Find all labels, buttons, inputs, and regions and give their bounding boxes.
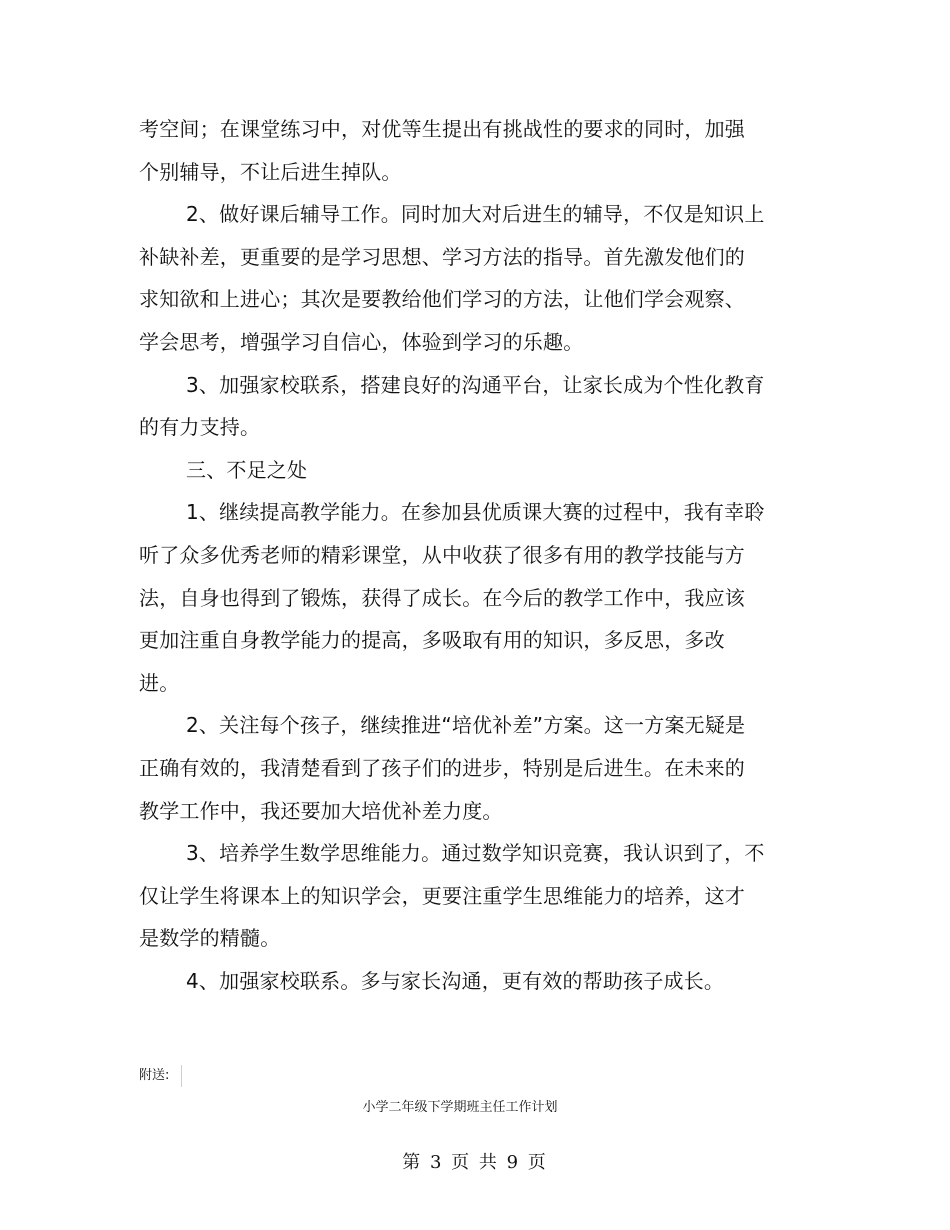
text-line: 更加注重自身教学能力的提高，多吸取有用的知识，多反思，多改 — [139, 628, 725, 653]
text-line: 个别辅导，不让后进生掉队。 — [139, 159, 402, 184]
text-line: 教学工作中，我还要加大培优补差力度。 — [139, 798, 503, 823]
text-line: 听了众多优秀老师的精彩课堂，从中收获了很多有用的教学技能与方 — [139, 542, 745, 567]
text-line: 3、培养学生数学思维能力。通过数学知识竞赛，我认识到了，不 — [186, 841, 765, 866]
text-line: 进。 — [139, 670, 180, 695]
text-line: 4、加强家校联系。多与家长沟通，更有效的帮助孩子成长。 — [186, 968, 725, 993]
text-line: 的有力支持。 — [139, 415, 261, 440]
text-line: 正确有效的，我清楚看到了孩子们的进步，特别是后进生。在未来的 — [139, 755, 745, 780]
text-line: 补缺补差，更重要的是学习思想、学习方法的指导。首先激发他们的 — [139, 244, 745, 269]
text-line: 学会思考，增强学习自信心，体验到学习的乐趣。 — [139, 329, 584, 354]
text-line: 仅让学生将课本上的知识学会，更要注重学生思维能力的培养，这才 — [139, 883, 745, 908]
text-line: 1、继续提高教学能力。在参加县优质课大赛的过程中，我有幸聆 — [186, 500, 765, 525]
text-cursor — [181, 1065, 182, 1087]
text-line: 法，自身也得到了锻炼，获得了成长。在今后的教学工作中，我应该 — [139, 585, 745, 610]
text-line: 考空间；在课堂练习中，对优等生提出有挑战性的要求的同时，加强 — [139, 117, 745, 141]
page-number-footer: 第 3 页 共 9 页 — [402, 1152, 546, 1173]
text-line: 2、做好课后辅导工作。同时加大对后进生的辅导，不仅是知识上 — [186, 202, 765, 227]
body-text — [139, 108, 779, 1002]
attached-document-title: 小学二年级下学期班主任工作计划 — [362, 1100, 558, 1115]
text-line: 求知欲和上进心；其次是要教给他们学习的方法，让他们学会观察、 — [139, 287, 745, 312]
text-line: 3、加强家校联系，搭建良好的沟通平台，让家长成为个性化教育 — [186, 372, 765, 397]
section-heading: 三、不足之处 — [186, 457, 308, 482]
appendix-label: 附送: — [139, 1068, 170, 1083]
text-line: 2、关注每个孩子，继续推进“培优补差”方案。这一方案无疑是 — [186, 713, 746, 738]
appendix-label-row — [139, 1065, 182, 1087]
text-line: 是数学的精髓。 — [139, 926, 281, 951]
